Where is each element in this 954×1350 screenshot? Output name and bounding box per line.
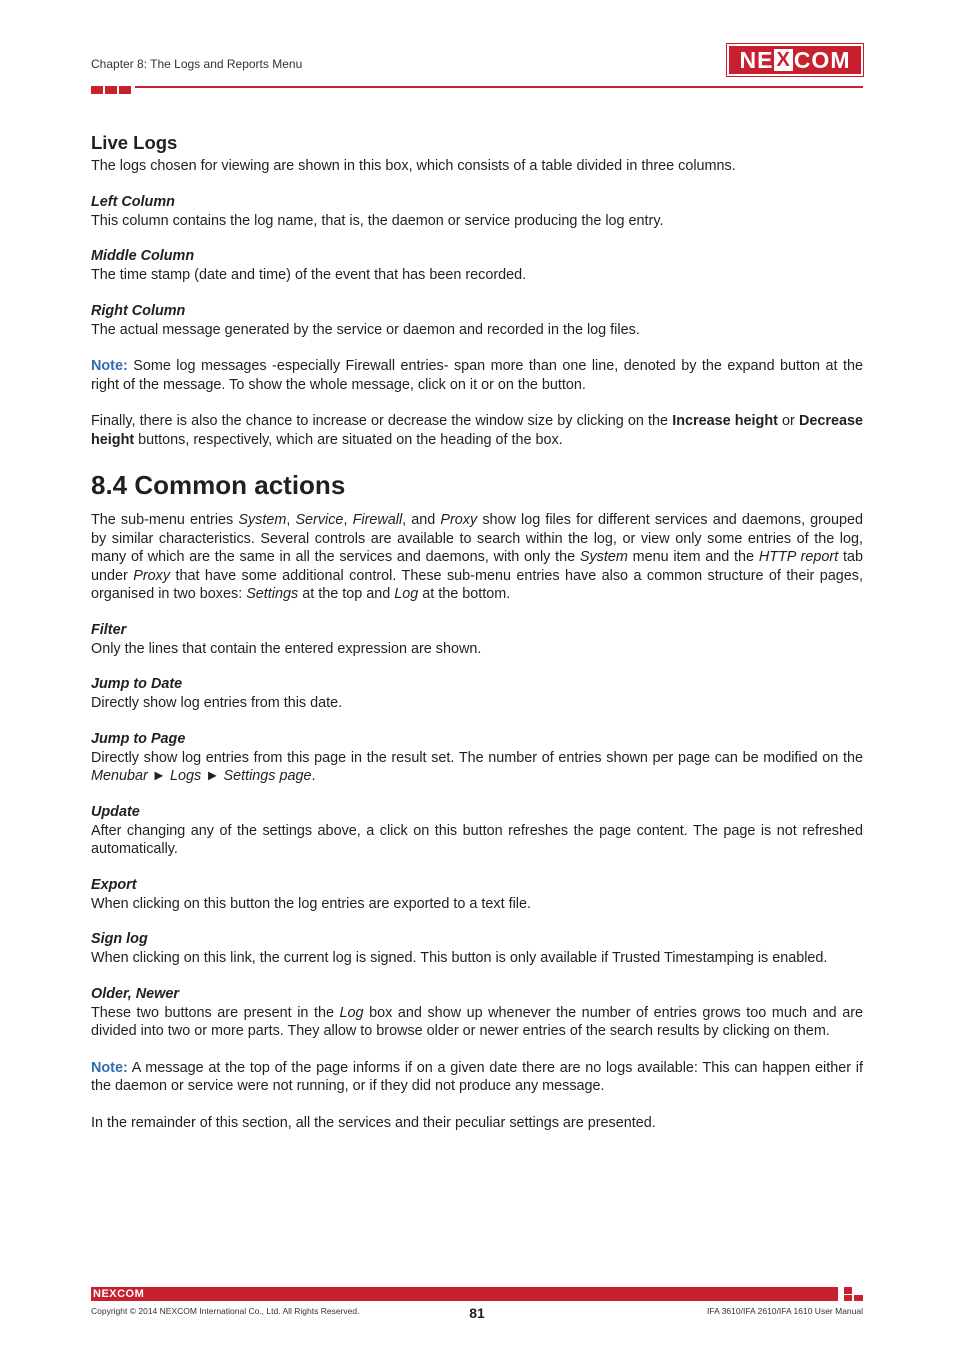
- filter-heading: Filter: [91, 621, 127, 638]
- header-square-3: [119, 86, 131, 94]
- window-size-paragraph: Finally, there is also the chance to increase or decrease the window size by clicking on the Increase height or Decrease height buttons, respectively, which are situated on the heading of the box.: [91, 413, 864, 448]
- section-title-common-actions: 8.4 Common actions: [91, 470, 346, 500]
- nexcom-logo: [727, 44, 863, 76]
- left-column-heading: Left Column: [91, 193, 175, 210]
- export-heading: Export: [91, 876, 137, 893]
- older-newer-heading: Older, Newer: [91, 985, 179, 1002]
- update-text: After changing any of the settings above, a click on this button refreshes the page content. The page is not refreshed automatically.: [91, 822, 863, 857]
- header-square-2: [105, 86, 117, 94]
- header-rule: [135, 86, 863, 88]
- footer-logo: NEXCOM: [93, 1288, 145, 1300]
- middle-column-heading: Middle Column: [91, 248, 195, 264]
- logo-part-com: COM: [793, 46, 851, 73]
- live-logs-intro: The logs chosen for viewing are shown in this box, which consists of a table divided in three columns.: [91, 158, 736, 174]
- page-content: [91, 130, 863, 1132]
- jump-to-page-heading: Jump to Page: [91, 730, 186, 747]
- footer-bar: [91, 1287, 838, 1301]
- live-logs-heading: Live Logs: [91, 132, 178, 153]
- logo-part-x: X: [776, 49, 791, 71]
- left-column-text: This column contains the log name, that is, the daemon or service producing the log entry.: [91, 212, 664, 229]
- older-newer-text: These two buttons are present in the Log box and show up whenever the number of entries grows too much and are divided into two or more parts. They allow to browse older or newer entries of the search results by clicking on them.: [91, 1004, 863, 1039]
- note-label: Note:: [91, 358, 128, 374]
- logo-part-ne: NE: [739, 46, 774, 73]
- common-actions-intro: The sub-menu entries System, Service, Firewall, and Proxy show log files for different services and daemons, grouped by similar characteristics. Several controls are available to search within the log, or view only some entries of the log, many of which are the same in all the services and daemons, with only the System menu item and the HTTP report tab under Proxy that have some additional control. These sub-menu entries have also a common structure of their pages, organised in two boxes: Settings at the top and Log at the bottom.: [91, 512, 863, 602]
- jump-to-date-text: Directly show log entries from this date.: [91, 695, 343, 711]
- footer-square-2: [844, 1295, 852, 1301]
- footer-square-3: [854, 1295, 863, 1301]
- middle-column-text: The time stamp (date and time) of the event that has been recorded.: [91, 267, 527, 283]
- jump-to-date-heading: Jump to Date: [91, 676, 183, 692]
- export-text: When clicking on this button the log entries are exported to a text file.: [91, 895, 531, 912]
- sign-log-text: When clicking on this link, the current log is signed. This button is only available if Trusted Timestamping is enabled.: [91, 950, 828, 966]
- copyright-text: Copyright © 2014 NEXCOM International Co., Ltd. All Rights Reserved.: [91, 1306, 360, 1316]
- menu-path: Menubar ► Logs ► Settings page: [91, 768, 312, 784]
- header-square-1: [91, 86, 103, 94]
- chapter-header: Chapter 8: The Logs and Reports Menu: [91, 57, 303, 71]
- note-label: Note:: [91, 1059, 128, 1076]
- remainder-paragraph: In the remainder of this section, all the services and their peculiar settings are presented.: [91, 1114, 656, 1131]
- page-number: 81: [469, 1305, 485, 1321]
- common-actions-note: Note: A message at the top of the page informs if on a given date there are no logs available: This can happen either if the daemon or service were not running, or if they did not produce any message.: [91, 1059, 863, 1094]
- jump-to-page-text: Directly show log entries from this page in the result set. The number of entries shown per page can be modified on the Menubar ► Logs ► Settings page.: [91, 749, 863, 784]
- manual-title: IFA 3610/IFA 2610/IFA 1610 User Manual: [707, 1306, 863, 1316]
- update-heading: Update: [91, 803, 140, 820]
- live-logs-note: Note: Some log messages -especially Firewall entries- span more than one line, denoted by the expand button at the right of the message. To show the whole message, click on it or on the button.: [91, 358, 863, 393]
- right-column-heading: Right Column: [91, 302, 186, 319]
- right-column-text: The actual message generated by the service or daemon and recorded in the log files.: [91, 321, 640, 338]
- sign-log-heading: Sign log: [91, 931, 148, 947]
- footer-square-1: [844, 1287, 852, 1294]
- filter-text: Only the lines that contain the entered expression are shown.: [91, 640, 482, 657]
